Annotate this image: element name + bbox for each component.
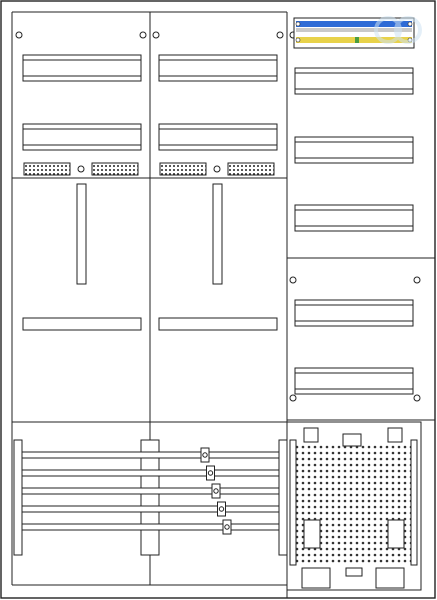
terminal-strip [160,163,206,175]
busbar-support-right [279,440,287,555]
terminal-row-green [355,37,359,43]
busbar-clamp [207,466,215,480]
busbar-clamp [223,520,231,534]
din-rail-channel [295,373,413,389]
label-strip [23,318,141,330]
busbar-clamp [201,448,209,462]
panel-side-rail [411,440,417,565]
terminal-strip [92,163,138,175]
busbar [22,470,279,476]
terminal-strip [24,163,70,175]
din-rail-channel [159,60,277,76]
busbar-clamp [218,502,226,516]
din-rail-channel [159,129,277,145]
busbar [22,524,279,530]
din-rail-channel [295,142,413,158]
panel-bracket [388,428,402,442]
meter-slot [77,184,86,284]
din-rail-channel [23,129,141,145]
din-rails-right-upper [295,68,413,231]
din-rail-channel [23,60,141,76]
din-rail-channel [295,73,413,89]
panel-side-rail [290,440,296,565]
label-strip [159,318,277,330]
busbar-support-left [14,440,22,555]
panel-bracket [388,520,404,548]
panel-foot-center [346,568,362,576]
panel-bracket [304,428,318,442]
busbar [22,452,279,458]
panel-foot [302,568,330,588]
panel-foot [376,568,404,588]
din-rail-channel [295,305,413,321]
panel-lock [343,434,361,446]
panel-bracket [304,520,320,548]
perforated-mounting-panel [287,422,421,590]
din-rail-channel [295,210,413,226]
terminal-strip [228,163,274,175]
busbar-clamp [212,484,220,498]
meter-slot [213,184,222,284]
busbar [22,488,279,494]
busbar [22,506,279,512]
